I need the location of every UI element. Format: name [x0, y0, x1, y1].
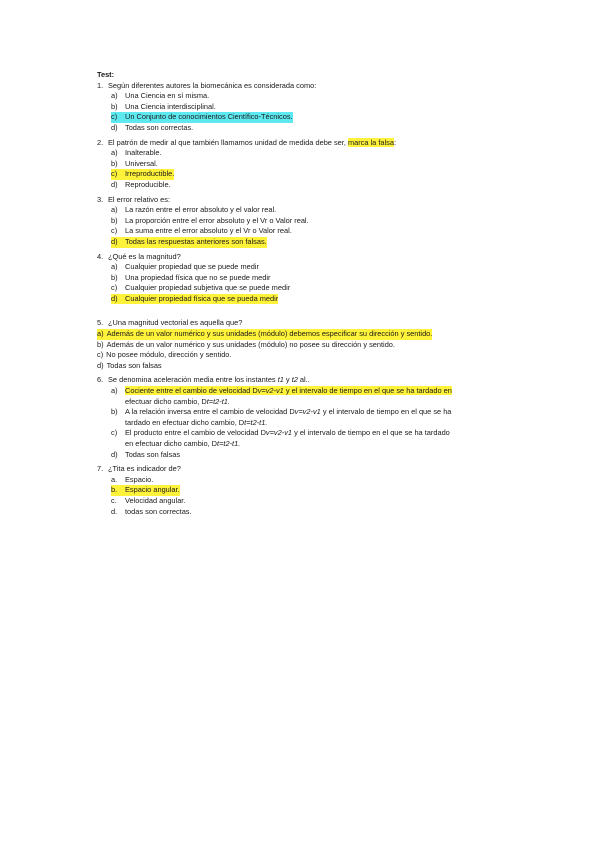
option-text [125, 428, 497, 449]
option-letter: a) [111, 262, 118, 272]
option-item-highlighted [97, 237, 497, 248]
options-list [97, 91, 497, 133]
question-1-line [97, 81, 497, 92]
question-number: 3. [97, 194, 104, 204]
option-text: Todas son correctas. [125, 122, 194, 132]
question-text: ¿Qué es la magnitud? [108, 251, 181, 261]
option-letter: d) [111, 179, 118, 189]
option-letter: a) [111, 148, 118, 158]
option-letter: b) [111, 272, 118, 282]
question-4-line [97, 252, 497, 263]
question-5 [97, 318, 497, 371]
option-item [97, 507, 497, 518]
question-7 [97, 464, 497, 517]
question-number: 1. [97, 80, 104, 90]
test-title: Test: [97, 70, 115, 79]
option-text: Inalterable. [125, 148, 162, 158]
option-letter: b) [111, 215, 118, 225]
option-text-part: El producto entre el cambio de velocidad D [125, 428, 266, 438]
option-text: Además de un valor numérico y sus unidades (módulo) no posee su dirección y sentido. [106, 339, 395, 349]
question-2-line [97, 138, 497, 149]
option-text: Una propiedad física que no se puede medir [125, 272, 271, 282]
option-text: Cualquier propiedad que se puede medir [125, 262, 259, 272]
option-item [97, 205, 497, 216]
option-item-highlighted [97, 329, 497, 340]
option-letter: a) [111, 91, 118, 101]
option-text: Universal. [125, 158, 158, 168]
option-letter: a. [111, 474, 118, 484]
option-text: Espacio angular. [125, 485, 180, 495]
question-text-conj: y [285, 375, 290, 385]
formula-dt: t=t2-t1. [206, 396, 230, 406]
formula-dt: t=t2-t1. [244, 417, 268, 427]
options-list [97, 262, 497, 304]
formula-dv: v=v2-v1 [257, 386, 284, 396]
option-letter: a) [111, 386, 118, 396]
option-letter: b) [97, 339, 104, 349]
question-highlight: marca la falsa [347, 137, 394, 147]
option-item [97, 180, 497, 191]
option-text: La suma entre el error absoluto y el Vr o Valor real. [125, 226, 292, 236]
option-text-part: A la relación inversa entre el cambio de velocidad D [125, 407, 295, 417]
question-6 [97, 375, 497, 460]
option-letter: c. [111, 495, 117, 505]
option-item [97, 226, 497, 237]
option-item [97, 450, 497, 461]
question-text: Según diferentes autores la biomecánica es considerada como: [108, 80, 317, 90]
question-number: 5. [97, 318, 104, 328]
option-letter: b. [111, 485, 118, 495]
option-letter: d) [111, 236, 118, 246]
option-text-part: y el intervalo de tiempo en el que se ha [320, 407, 452, 417]
option-letter: d) [97, 360, 104, 370]
option-item [97, 273, 497, 284]
formula-t1: t1 [277, 375, 284, 385]
option-text-part: Cociente entre el cambio de velocidad D [125, 386, 258, 396]
question-7-line [97, 464, 497, 475]
formula-dv: v=v2-v1 [294, 407, 321, 417]
option-item-highlighted [97, 294, 497, 305]
question-text-main: Se denomina aceleración media entre los instantes [108, 375, 276, 385]
option-item [97, 350, 497, 361]
option-item [97, 428, 497, 449]
option-item [97, 496, 497, 507]
option-item [97, 102, 497, 113]
option-text: La razón entre el error absoluto y el valor real. [125, 205, 277, 215]
option-text: Una Ciencia interdisciplinal. [125, 101, 216, 111]
option-item [97, 340, 497, 351]
question-2 [97, 138, 497, 191]
option-item [97, 91, 497, 102]
option-item-highlighted [97, 112, 497, 123]
option-letter: b) [111, 407, 118, 417]
option-item-highlighted [97, 386, 497, 407]
option-letter: a) [97, 329, 104, 339]
options-list [97, 475, 497, 517]
question-3 [97, 195, 497, 248]
option-text: Velocidad angular. [125, 495, 186, 505]
question-6-line [97, 375, 497, 386]
option-item-highlighted [97, 169, 497, 180]
option-text [125, 386, 497, 407]
question-1 [97, 81, 497, 134]
option-letter: c) [111, 428, 118, 438]
option-text: Todas son falsas [125, 449, 181, 459]
option-letter: d) [111, 122, 118, 132]
option-letter: c) [111, 169, 118, 179]
option-text: Una Ciencia en sí misma. [125, 91, 210, 101]
option-letter: d. [111, 506, 118, 516]
option-text: Todas son falsas [106, 360, 162, 370]
option-letter: c) [111, 226, 118, 236]
question-3-line [97, 195, 497, 206]
option-text-part: y el intervalo de tiempo en el que se ha tardado [292, 428, 450, 438]
question-5-line [97, 318, 497, 329]
option-text-part: efectuar dicho cambio, D [125, 396, 207, 406]
option-letter: c) [111, 283, 118, 293]
options-list [97, 205, 497, 247]
option-text-part: tardado en efectuar dicho cambio, D [125, 417, 245, 427]
option-item [97, 361, 497, 372]
option-item [97, 216, 497, 227]
option-item-highlighted [97, 485, 497, 496]
option-letter: b) [111, 158, 118, 168]
question-text-main: El patrón de medir al que también llamamos unidad de medida debe ser, [108, 137, 346, 147]
option-item [97, 407, 497, 428]
option-item [97, 262, 497, 273]
option-item [97, 123, 497, 134]
option-item [97, 148, 497, 159]
option-text: Cualquier propiedad subjetiva que se puede medir [125, 283, 291, 293]
option-text: Irreproductible. [125, 169, 175, 179]
formula-t2: t2 [291, 375, 298, 385]
formula-dv: v=v2-v1 [265, 428, 293, 438]
question-number: 7. [97, 464, 104, 474]
option-text [125, 407, 497, 428]
question-text [108, 138, 396, 149]
option-text-part: y el intervalo de tiempo en el que se ha tardado en [283, 386, 452, 396]
option-text: Reproducible. [125, 179, 171, 189]
option-letter: d) [111, 293, 118, 303]
question-4 [97, 252, 497, 305]
option-letter: d) [111, 449, 118, 459]
option-text: Además de un valor numérico y sus unidades (módulo) debemos especificar su dirección y sentido. [106, 329, 433, 339]
test-content [97, 70, 497, 517]
question-number: 6. [97, 375, 104, 385]
options-list [97, 148, 497, 190]
option-text: Cualquier propiedad física que se pueda medir [125, 293, 279, 303]
question-text: ¿Tita es indicador de? [108, 464, 181, 474]
option-text: Un Conjunto de conocimientos Científico-Técnicos. [125, 112, 293, 122]
option-item [97, 159, 497, 170]
options-list [97, 386, 497, 460]
option-text: todas son correctas. [125, 506, 192, 516]
question-text-end: al.. [299, 375, 310, 385]
option-text: Todas las respuestas anteriores son falsas. [125, 236, 267, 246]
option-text-part: en efectuar dicho cambio, D [125, 439, 218, 448]
question-number: 2. [97, 137, 104, 147]
question-text: ¿Una magnitud vectorial es aquella que? [108, 318, 243, 328]
question-number: 4. [97, 251, 104, 261]
option-letter: b) [111, 101, 118, 111]
options-list [97, 329, 497, 371]
option-letter: a) [111, 205, 118, 215]
question-colon: : [393, 137, 397, 147]
option-text: La proporción entre el error absoluto y el Vr o Valor real. [125, 215, 309, 225]
option-item [97, 283, 497, 294]
option-letter: c) [111, 112, 118, 122]
option-text: No posee módulo, dirección y sentido. [106, 350, 232, 360]
question-text: El error relativo es: [108, 194, 171, 204]
option-letter: c) [97, 350, 104, 360]
question-text [108, 375, 310, 386]
formula-dt: t=t2-t1. [217, 439, 241, 448]
option-text: Espacio. [125, 474, 154, 484]
option-item [97, 475, 497, 486]
